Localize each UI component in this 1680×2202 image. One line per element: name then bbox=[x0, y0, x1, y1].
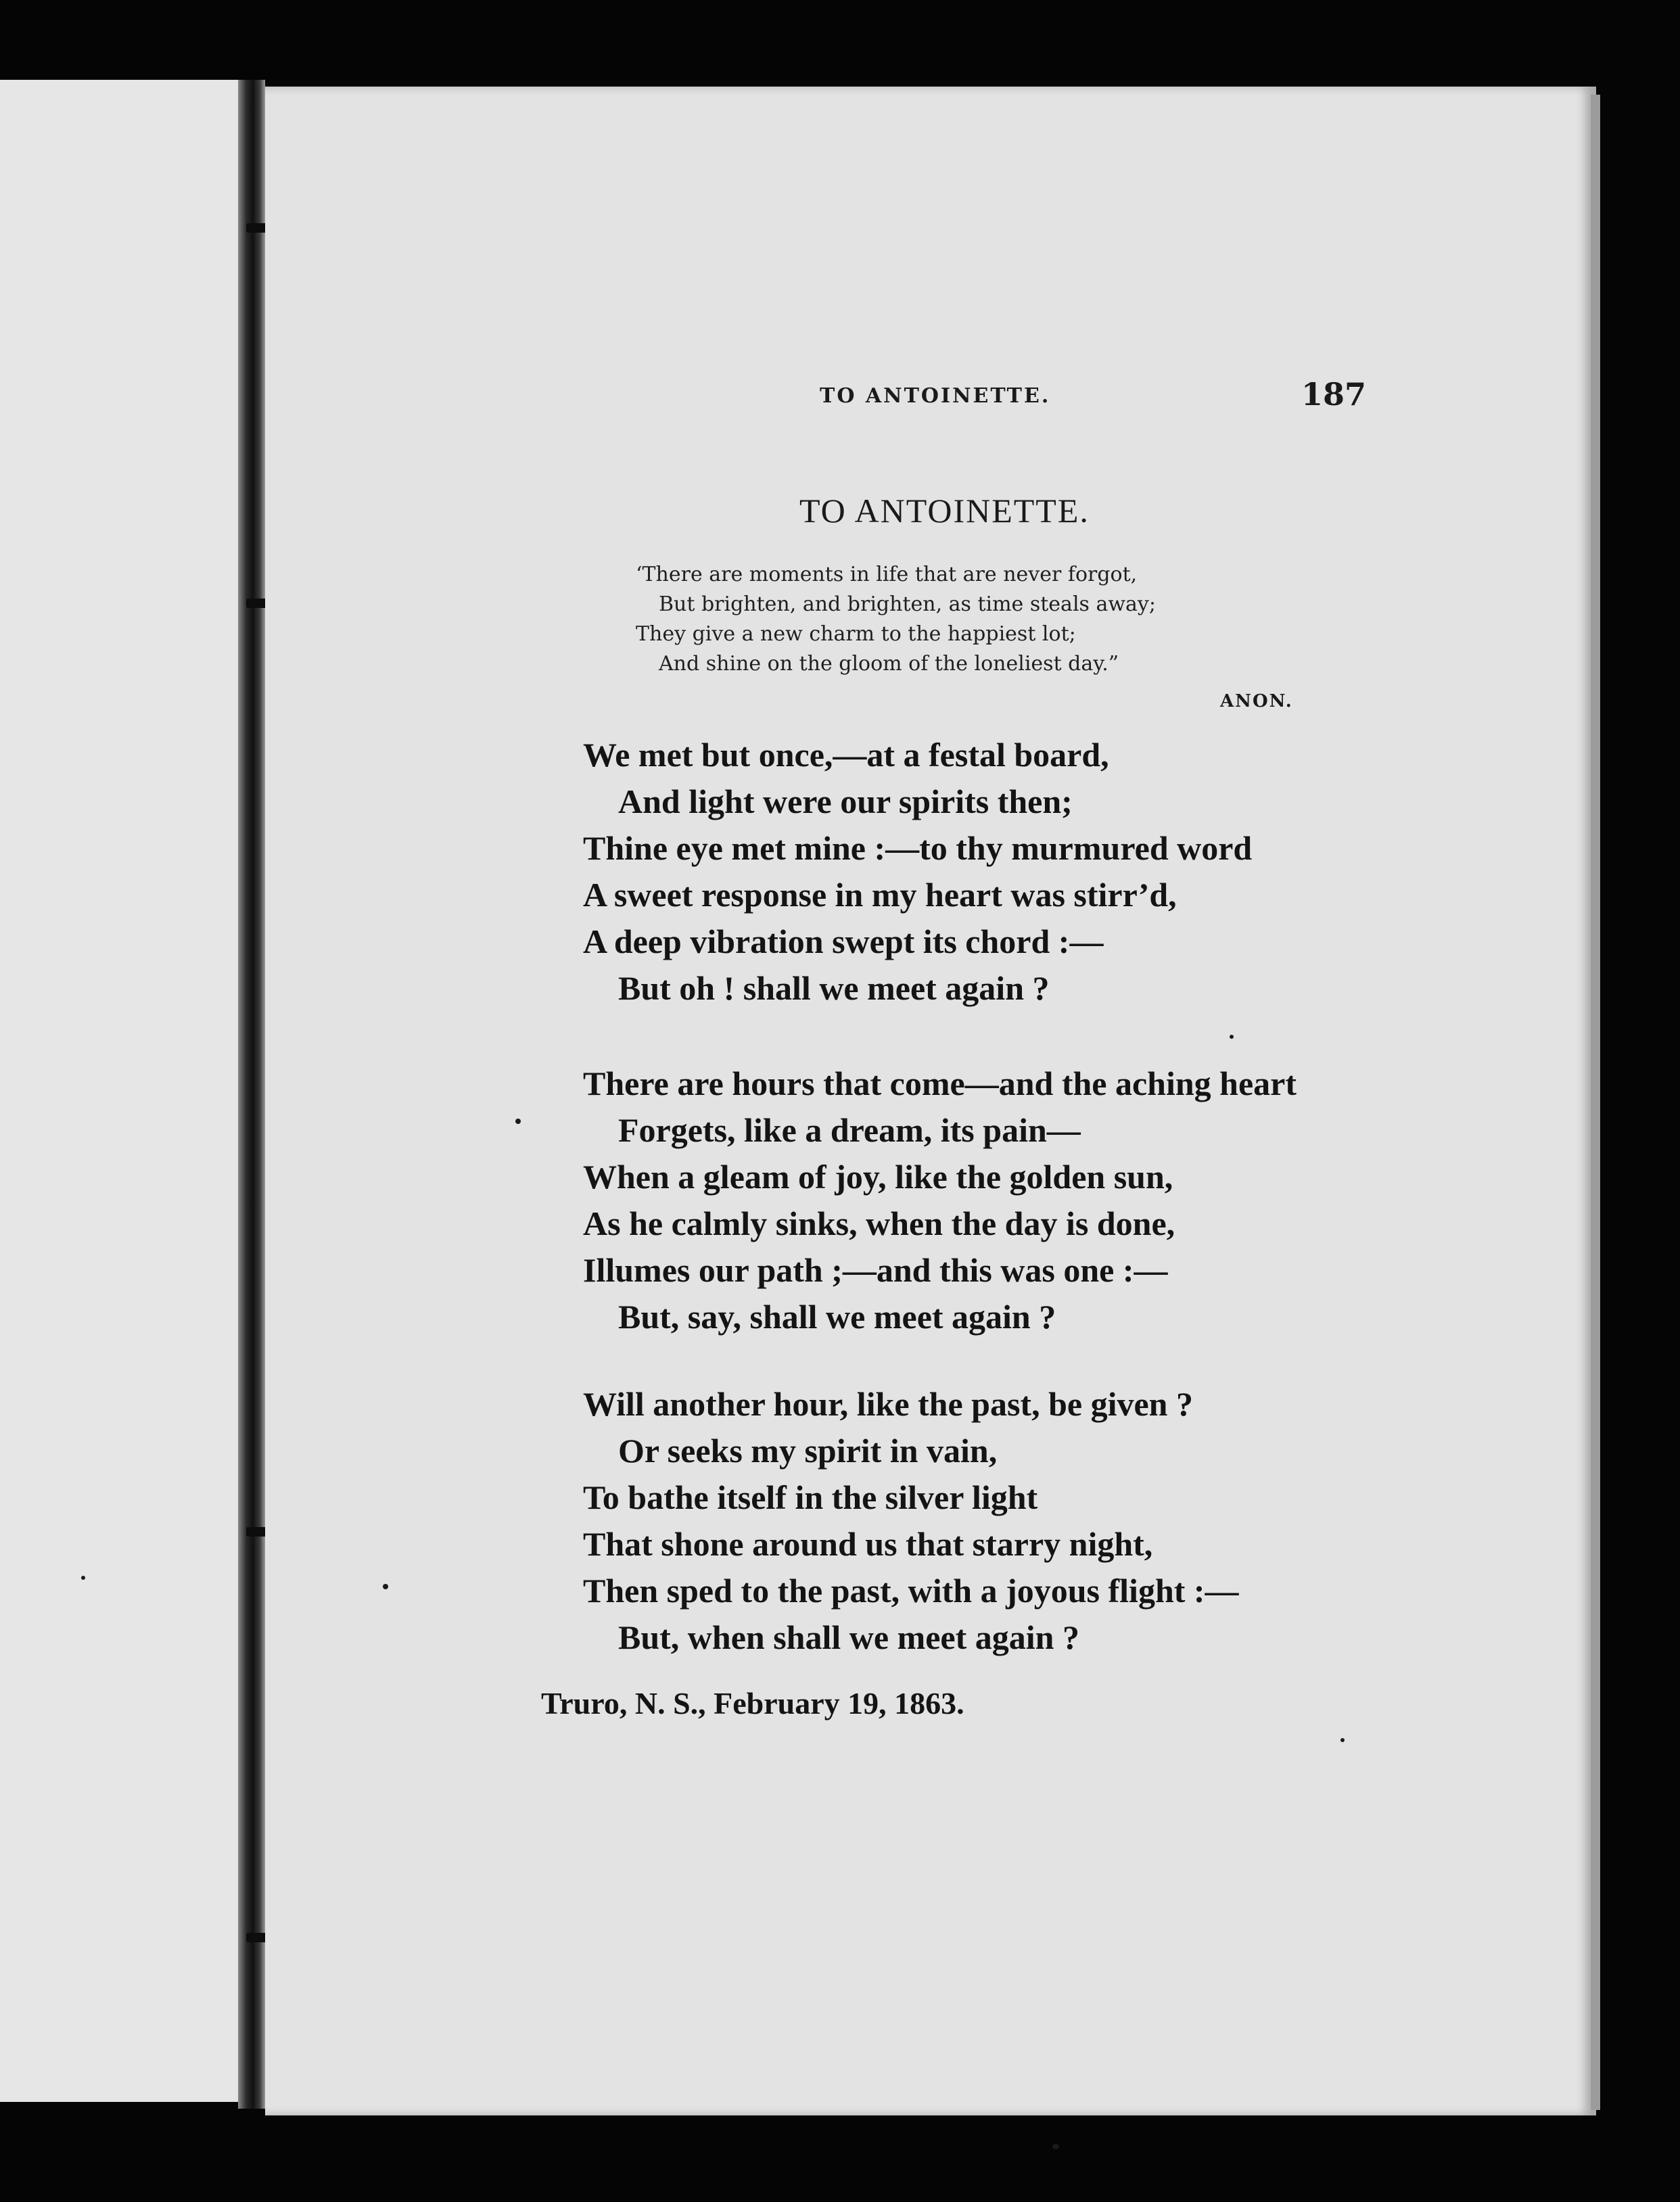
verse-line: As he calmly sinks, when the day is done, bbox=[583, 1204, 1175, 1242]
book-binding bbox=[238, 80, 265, 2109]
speck bbox=[515, 1119, 521, 1124]
epigraph bbox=[636, 560, 1285, 679]
epigraph-attribution: ANON. bbox=[1220, 691, 1293, 711]
epigraph-line: ‘There are moments in life that are never forgot, bbox=[636, 563, 1138, 586]
speck bbox=[81, 1576, 85, 1580]
verse-line: Thine eye met mine :—to thy murmured word bbox=[583, 829, 1253, 867]
page-number: 187 bbox=[1301, 376, 1367, 413]
verse-line: We met but once,—at a festal board, bbox=[583, 736, 1109, 774]
speck bbox=[1052, 2144, 1059, 2149]
speck bbox=[1340, 1738, 1345, 1742]
stanza bbox=[583, 1381, 1368, 1661]
epigraph-line: But brighten, and brighten, as time steals away; bbox=[659, 592, 1156, 616]
page-edge bbox=[1591, 95, 1600, 2110]
verse-line: Illumes our path ;—and this was one :— bbox=[583, 1251, 1168, 1289]
running-head: TO ANTOINETTE. bbox=[820, 384, 1051, 408]
verse-line: Then sped to the past, with a joyous flight :— bbox=[583, 1572, 1239, 1610]
verse-line: But oh ! shall we meet again ? bbox=[618, 969, 1050, 1007]
speck bbox=[1230, 1035, 1234, 1039]
verse-line: A deep vibration swept its chord :— bbox=[583, 922, 1104, 960]
verse-line: Or seeks my spirit in vain, bbox=[618, 1432, 998, 1470]
left-page bbox=[0, 80, 238, 2102]
verse-line: When a gleam of joy, like the golden sun, bbox=[583, 1158, 1173, 1196]
dateline: Truro, N. S., February 19, 1863. bbox=[541, 1686, 964, 1720]
epigraph-line: They give a new charm to the happiest lot; bbox=[636, 622, 1076, 646]
poem-title: TO ANTOINETTE. bbox=[799, 492, 1090, 530]
verse-line: But, when shall we meet again ? bbox=[618, 1618, 1079, 1656]
verse-line: Forgets, like a dream, its pain— bbox=[618, 1111, 1081, 1149]
verse-line: But, say, shall we meet again ? bbox=[618, 1298, 1056, 1336]
stanza bbox=[583, 1060, 1368, 1340]
verse-line: To bathe itself in the silver light bbox=[583, 1478, 1038, 1516]
verse-line: That shone around us that starry night, bbox=[583, 1525, 1153, 1563]
verse-line: Will another hour, like the past, be given ? bbox=[583, 1385, 1193, 1423]
verse-line: And light were our spirits then; bbox=[618, 782, 1073, 820]
epigraph-line: And shine on the gloom of the loneliest day.” bbox=[659, 652, 1119, 676]
verse-line: A sweet response in my heart was stirr’d, bbox=[583, 876, 1177, 914]
stanza bbox=[583, 732, 1368, 1012]
verse-line: There are hours that come—and the aching heart bbox=[583, 1064, 1297, 1102]
speck bbox=[383, 1584, 388, 1589]
